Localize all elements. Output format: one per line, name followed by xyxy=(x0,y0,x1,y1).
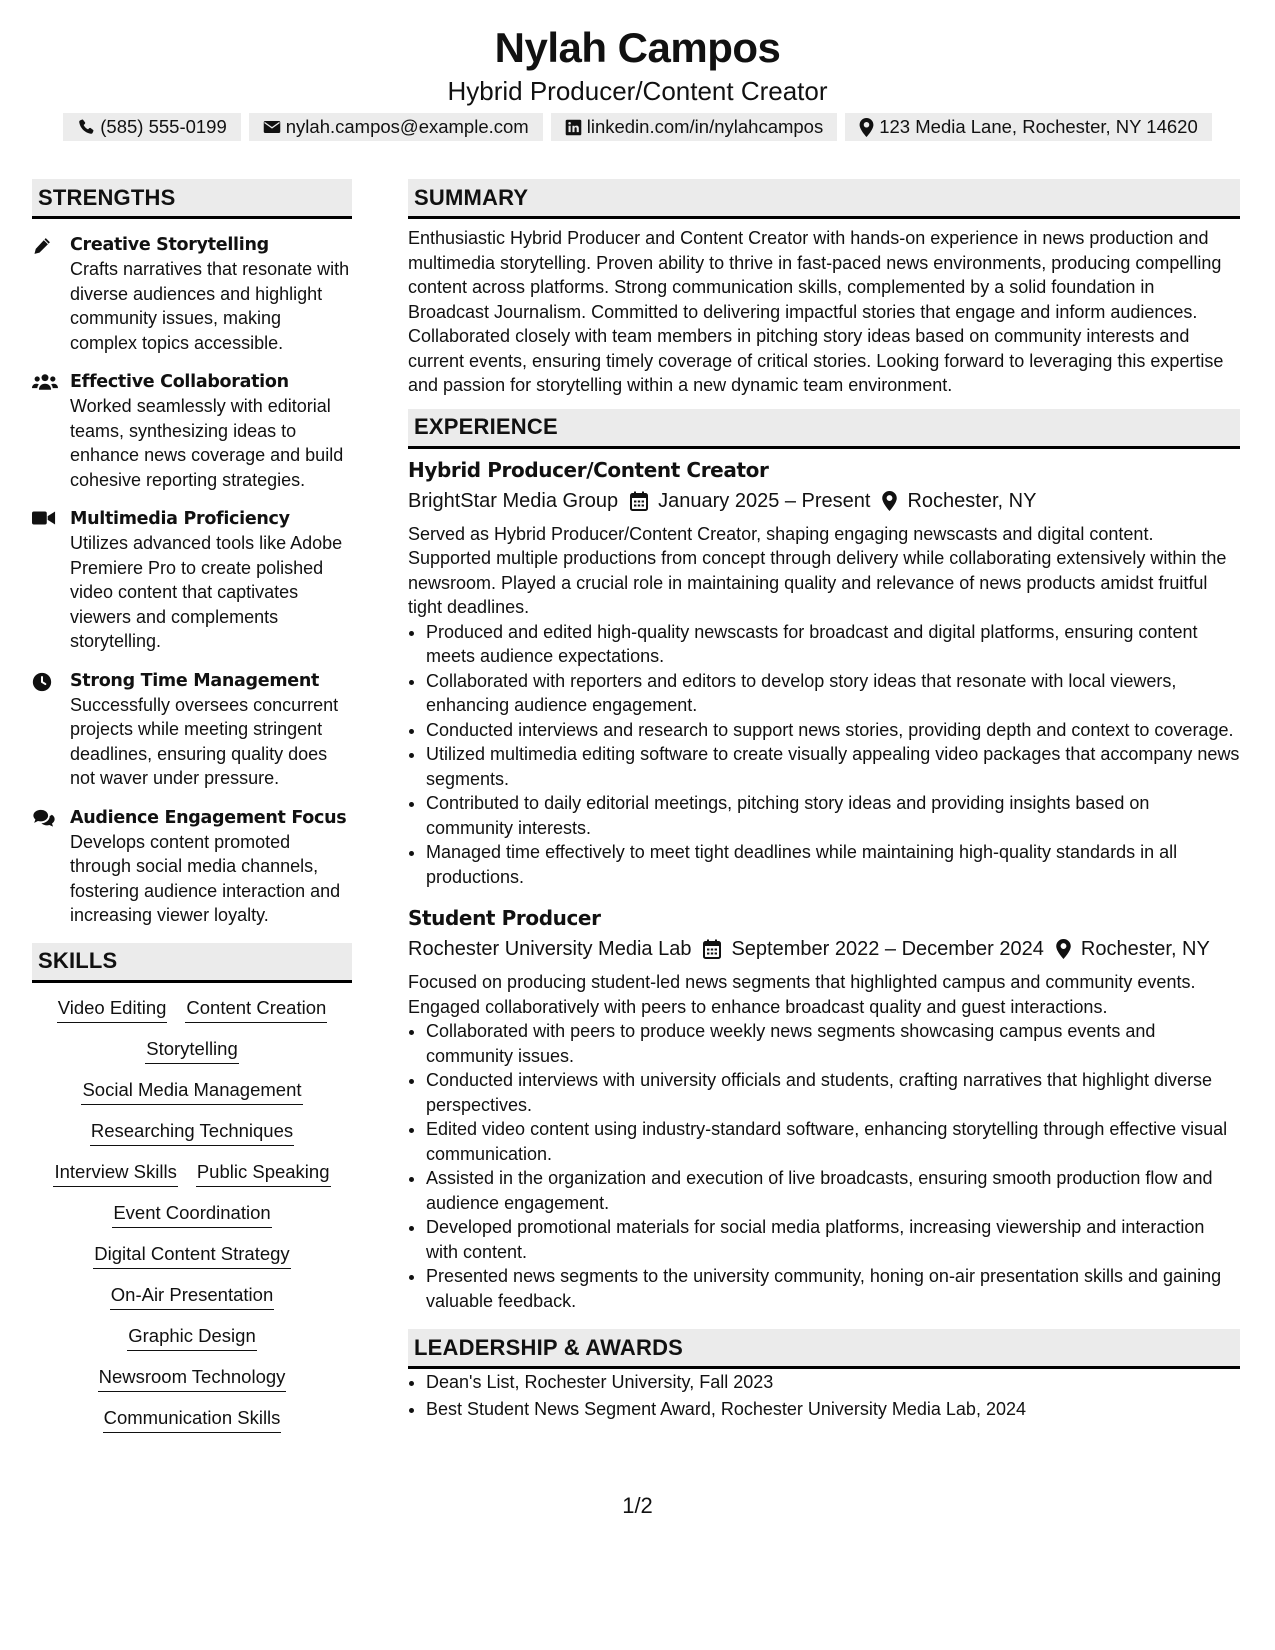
map-marker-icon xyxy=(882,491,897,511)
strength-item xyxy=(32,507,352,654)
strength-title: Effective Collaboration xyxy=(70,372,289,392)
job-meta xyxy=(408,934,1240,964)
job-company: Rochester University Media Lab xyxy=(408,938,692,960)
strength-description: Worked seamlessly with editorial teams, synthesizing ideas to enhance news coverage and build cohesive reporting strategies. xyxy=(70,396,344,490)
job-bullets xyxy=(408,620,1240,890)
page-number: 1/2 xyxy=(622,1493,653,1518)
list-item: • Collaborated with peers to produce weekly news segments showcasing campus events and community issues. xyxy=(426,1019,1240,1068)
skill-tag: Interview Skills xyxy=(53,1159,177,1187)
list-item: • Dean's List, Rochester University, Fall 2023 xyxy=(426,1369,1240,1396)
strength-title: Creative Storytelling xyxy=(70,235,269,255)
contact-phone xyxy=(63,113,241,141)
skill-tag: Event Coordination xyxy=(112,1200,271,1228)
list-item: • Assisted in the organization and execution of live broadcasts, ensuring smooth production flow and audience engagement. xyxy=(426,1166,1240,1215)
job-entry xyxy=(408,455,1240,890)
experience-heading: EXPERIENCE xyxy=(408,409,1240,449)
envelope-icon xyxy=(263,119,281,135)
list-item: • Developed promotional materials for social media platforms, increasing viewership and interaction with content. xyxy=(426,1215,1240,1264)
clock-icon xyxy=(32,669,70,791)
skill-tag: Researching Techniques xyxy=(90,1118,294,1146)
strength-description: Crafts narratives that resonate with diverse audiences and highlight community issues, making complex topics accessible. xyxy=(70,259,350,353)
skill-tag: Storytelling xyxy=(145,1036,239,1064)
candidate-headline: Hybrid Producer/Content Creator xyxy=(447,76,828,106)
list-item: • Collaborated with reporters and editors to develop story ideas that resonate with local viewers, enhancing audience engagement. xyxy=(426,669,1240,718)
strength-item xyxy=(32,806,352,928)
list-item: • Conducted interviews with university officials and students, crafting narratives that highlight diverse perspectives. xyxy=(426,1068,1240,1117)
job-location: Rochester, NY xyxy=(1080,938,1210,960)
strength-item xyxy=(32,370,352,492)
calendar-icon xyxy=(630,491,648,511)
skill-tag: Social Media Management xyxy=(81,1077,302,1105)
strength-description: Successfully oversees concurrent projects while meeting stringent deadlines, ensuring quality does not waver under pressure. xyxy=(70,694,339,788)
job-description: Served as Hybrid Producer/Content Creator, shaping engaging newscasts and digital content. Supported multiple productions from concept through delivery while collaborating extensively within the newsroom. Played a crucial role in maintaining quality and relevance of news products amidst fruitful tight deadlines. xyxy=(408,523,1227,617)
job-company: BrightStar Media Group xyxy=(408,489,619,512)
video-camera-icon xyxy=(32,507,70,654)
skill-tag: Communication Skills xyxy=(103,1405,282,1433)
address-text: 123 Media Lane, Rochester, NY 14620 xyxy=(879,116,1198,137)
contact-address xyxy=(845,113,1212,141)
job-bullets xyxy=(408,1019,1240,1313)
list-item: • Produced and edited high-quality newscasts for broadcast and digital platforms, ensuring content meets audience expectations. xyxy=(426,620,1240,669)
contact-linkedin xyxy=(551,113,838,141)
linkedin-text: linkedin.com/in/nylahcampos xyxy=(586,116,824,137)
skill-tag: Content Creation xyxy=(185,995,327,1023)
list-item: • Utilized multimedia editing software to create visually appealing video packages that accompany news segments. xyxy=(426,742,1240,791)
phone-text: (585) 555-0199 xyxy=(100,116,227,137)
leadership-heading: LEADERSHIP & AWARDS xyxy=(408,1329,1240,1369)
linkedin-icon xyxy=(565,119,582,136)
contact-email xyxy=(249,113,543,141)
list-item: • Contributed to daily editorial meetings, pitching story ideas and providing insights based on community interests. xyxy=(426,791,1240,840)
comments-icon xyxy=(32,806,70,928)
list-item: • Managed time effectively to meet tight deadlines while maintaining high-quality standards in all productions. xyxy=(426,840,1240,889)
skill-tag: Video Editing xyxy=(57,995,168,1023)
skill-tag: Digital Content Strategy xyxy=(93,1241,290,1269)
job-entry xyxy=(408,903,1240,1313)
summary-heading: SUMMARY xyxy=(408,179,1240,219)
skills-list xyxy=(32,995,352,1433)
candidate-name: Nylah Campos xyxy=(494,24,781,71)
phone-icon xyxy=(77,118,95,136)
contact-row xyxy=(0,113,1275,141)
right-column xyxy=(408,179,1240,1423)
strength-item xyxy=(32,669,352,791)
job-dates: January 2025 – Present xyxy=(658,489,871,512)
list-item: • Best Student News Segment Award, Rochester University Media Lab, 2024 xyxy=(426,1396,1240,1423)
strength-title: Strong Time Management xyxy=(70,670,320,691)
job-title: Hybrid Producer/Content Creator xyxy=(408,457,769,482)
job-title: Student Producer xyxy=(408,906,601,930)
skill-tag: On-Air Presentation xyxy=(110,1282,274,1310)
strength-item xyxy=(32,233,352,355)
skill-tag: Newsroom Technology xyxy=(98,1364,287,1392)
awards-list xyxy=(408,1369,1240,1423)
list-item: • Presented news segments to the university community, honing on-air presentation skills and gaining valuable feedback. xyxy=(426,1264,1240,1313)
users-icon xyxy=(32,370,70,492)
job-description: Focused on producing student-led news segments that highlighted campus and community events. Engaged collaboratively with peers to enhance broadcast quality and guest interactions. xyxy=(408,972,1196,1017)
map-marker-icon xyxy=(1056,939,1071,959)
list-item: • Edited video content using industry-standard software, enhancing storytelling through effective visual communication. xyxy=(426,1117,1240,1166)
list-item: • Conducted interviews and research to support news stories, providing depth and context to coverage. xyxy=(426,718,1240,743)
map-marker-icon xyxy=(859,118,874,137)
strength-description: Utilizes advanced tools like Adobe Premiere Pro to create polished video content that captivates viewers and complements storytelling. xyxy=(70,533,343,651)
summary-text: Enthusiastic Hybrid Producer and Content Creator with hands-on experience in news production and multimedia storytelling. Proven ability to thrive in fast-paced news environments, producing compelling content across platforms. Strong communication skills, complemented by a solid foundation in Broadcast Journalism. Committed to delivering impactful stories that engage and inform audiences. Collaborated closely with team members in pitching story ideas based on community interests and current events, ensuring timely coverage of critical stories. Looking forward to leveraging this expertise and passion for storytelling within a new dynamic team environment. xyxy=(408,228,1224,395)
strength-title: Audience Engagement Focus xyxy=(70,807,347,828)
strengths-heading: STRENGTHS xyxy=(32,179,352,219)
skill-tag: Graphic Design xyxy=(127,1323,257,1351)
skills-heading: SKILLS xyxy=(32,943,352,983)
job-dates: September 2022 – December 2024 xyxy=(731,938,1044,960)
job-location: Rochester, NY xyxy=(907,489,1037,512)
left-column xyxy=(32,179,352,1433)
job-meta xyxy=(408,486,1240,516)
strength-description: Develops content promoted through social media channels, fostering audience interaction and increasing viewer loyalty. xyxy=(70,831,341,925)
strengths-list xyxy=(32,233,352,928)
pencil-icon xyxy=(32,233,70,355)
strength-title: Multimedia Proficiency xyxy=(70,509,290,529)
email-text: nylah.campos@example.com xyxy=(285,116,529,137)
calendar-icon xyxy=(703,939,721,959)
skill-tag: Public Speaking xyxy=(196,1159,331,1187)
resume-header xyxy=(0,22,1275,106)
